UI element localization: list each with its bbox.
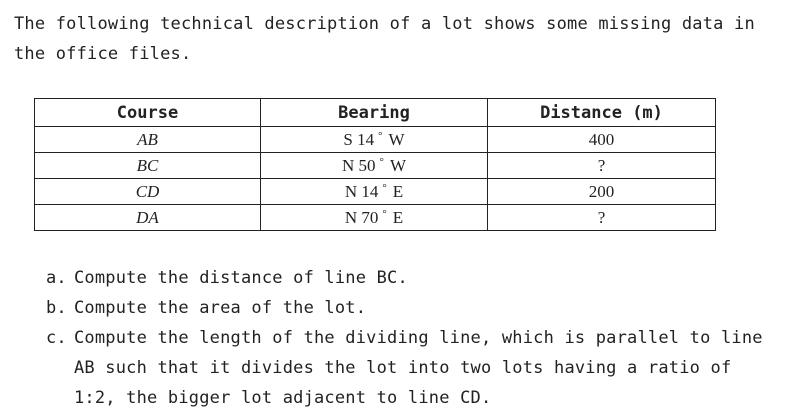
degree-symbol: ° (382, 207, 387, 220)
bearing-cell (261, 205, 488, 231)
table-row (35, 179, 716, 205)
header-distance: Distance (m) (488, 99, 716, 127)
lot-description-table (34, 98, 716, 231)
bearing-ew: E (392, 207, 404, 227)
bearing-ns: N (344, 207, 358, 227)
distance-cell: ? (488, 153, 716, 179)
course-cell: CD (35, 179, 261, 205)
intro-paragraph: The following technical description of a lot shows some missing data in the office files. (14, 14, 755, 64)
bearing-ew: E (392, 181, 404, 201)
question-a (46, 263, 776, 293)
header-course: Course (35, 99, 261, 127)
course-cell: DA (35, 205, 261, 231)
bearing-ns: N (342, 155, 355, 175)
bearing-degrees: 70 (361, 207, 379, 227)
question-b (46, 293, 776, 323)
bearing-ew: W (388, 129, 405, 149)
course-cell: AB (35, 127, 261, 153)
question-letter: b. (46, 298, 67, 318)
bearing-degrees: 50 (358, 155, 376, 175)
bearing-degrees: 14 (361, 181, 379, 201)
table-row (35, 205, 716, 231)
bearing-ns: S (343, 129, 353, 149)
bearing-ns: N (344, 181, 358, 201)
table-header-row (35, 99, 716, 127)
bearing-cell (261, 179, 488, 205)
distance-cell: 400 (488, 127, 716, 153)
bearing-cell (261, 127, 488, 153)
question-letter: a. (46, 268, 67, 288)
table-row (35, 127, 716, 153)
question-letter: c. (46, 328, 67, 348)
bearing-cell (261, 153, 488, 179)
question-text: Compute the area of the lot. (74, 298, 367, 318)
bearing-degrees: 14 (357, 129, 375, 149)
question-list (46, 263, 776, 413)
question-c (46, 323, 776, 413)
degree-symbol: ° (382, 181, 387, 194)
question-text: Compute the length of the dividing line, which is parallel to line AB such that it divides the lot into two lots having a ratio of 1:2, the bigger lot adjacent to line CD. (74, 328, 763, 408)
question-text: Compute the distance of line BC. (74, 268, 408, 288)
distance-cell: ? (488, 205, 716, 231)
degree-symbol: ° (379, 155, 384, 168)
degree-symbol: ° (378, 129, 383, 142)
table-row (35, 153, 716, 179)
distance-cell: 200 (488, 179, 716, 205)
header-bearing: Bearing (261, 99, 488, 127)
bearing-ew: W (389, 155, 406, 175)
course-cell: BC (35, 153, 261, 179)
